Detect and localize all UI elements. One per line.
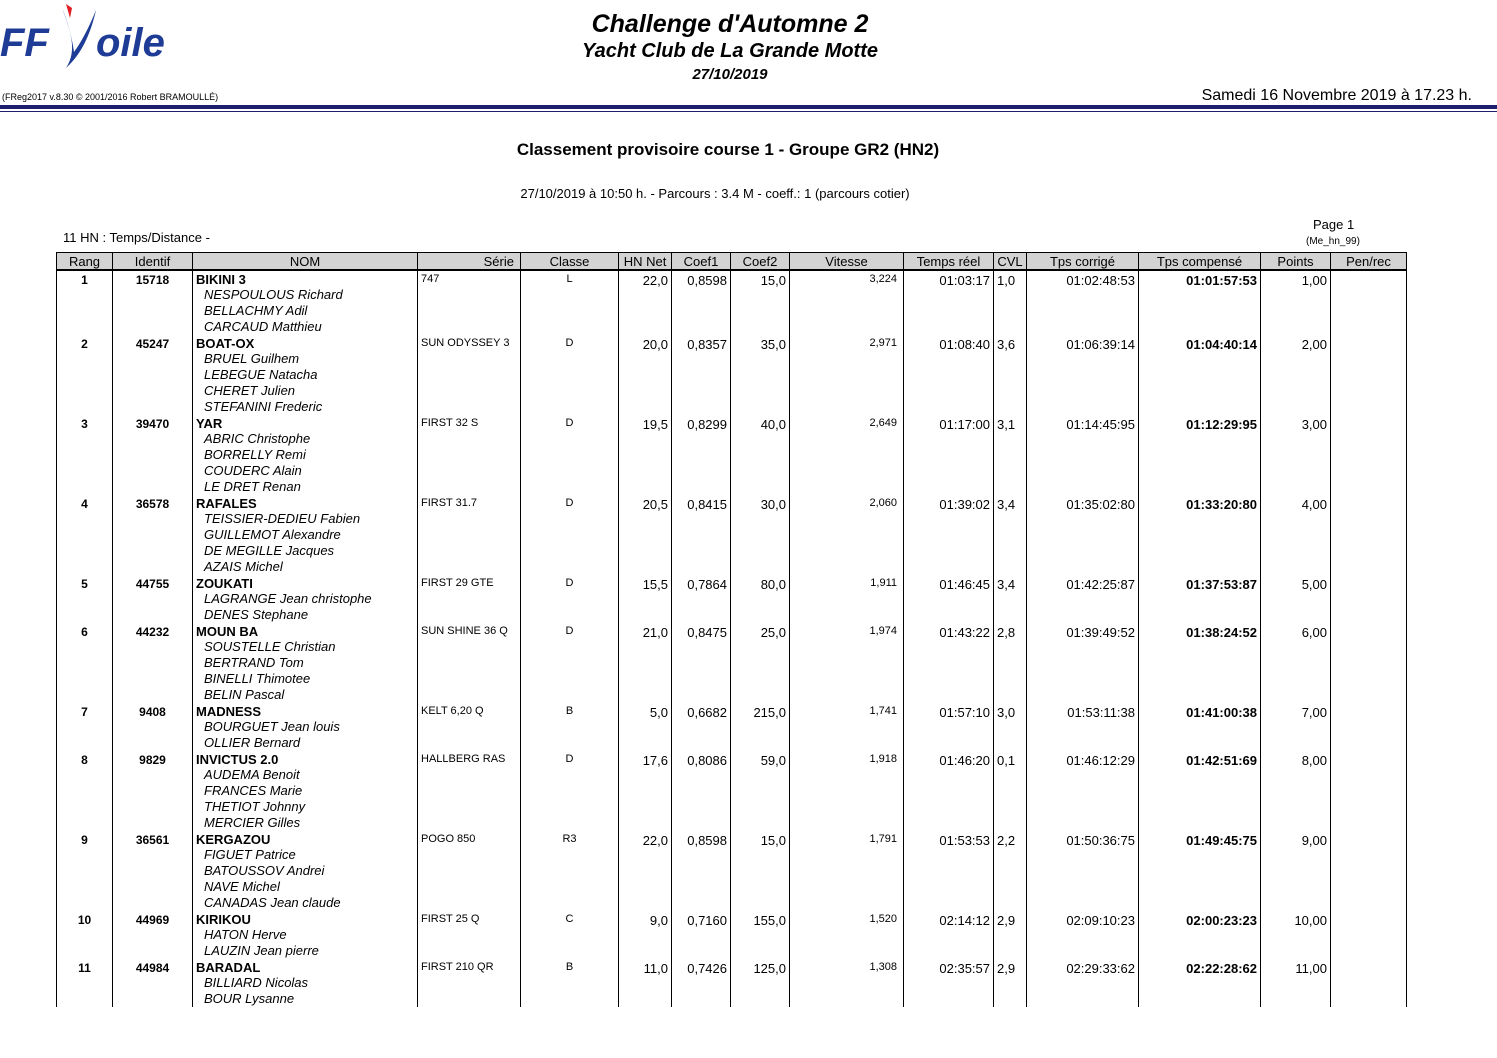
table-row: [57, 335, 1407, 415]
boat-name: RAFALES: [196, 496, 257, 511]
tps-corrige-cell: 01:02:48:53: [1027, 270, 1139, 335]
cvl-cell: 2,9: [994, 959, 1027, 1007]
nom-cell: [193, 911, 418, 959]
table-row: [57, 495, 1407, 575]
serie-cell: KELT 6,20 Q: [418, 703, 521, 751]
club-name: Yacht Club de La Grande Motte: [582, 40, 878, 62]
hn-net-cell: 20,0: [619, 335, 672, 415]
vitesse-cell: 1,520: [790, 911, 904, 959]
crew-member: STEFANINI Frederic: [204, 399, 323, 414]
table-row: [57, 575, 1407, 623]
identif-cell: 36561: [113, 831, 193, 911]
coef1-cell: 0,7864: [672, 575, 731, 623]
coef2-cell: 125,0: [731, 959, 790, 1007]
tps-compense-cell: 01:01:57:53: [1139, 270, 1261, 335]
temps-reel-cell: 01:46:45: [904, 575, 994, 623]
rank-cell: 1: [57, 270, 113, 335]
tps-compense-cell: 01:38:24:52: [1139, 623, 1261, 703]
boat-name: ZOUKATI: [196, 576, 253, 591]
ffvoile-logo: [0, 0, 180, 72]
coef2-cell: 30,0: [731, 495, 790, 575]
crew-member: BOUR Lysanne: [204, 991, 295, 1006]
crew-member: LAUZIN Jean pierre: [204, 943, 319, 958]
crew-member: OLLIER Bernard: [204, 735, 301, 750]
pen-rec-cell: [1331, 335, 1407, 415]
col-cvl: CVL: [994, 253, 1027, 271]
classe-cell: D: [521, 415, 619, 495]
copyright-note: (FReg2017 v.8.30 © 2001/2016 Robert BRAMOULLÉ): [2, 92, 219, 102]
crew-member: BERTRAND Tom: [204, 655, 304, 670]
crew-member: TEISSIER-DEDIEU Fabien: [204, 511, 361, 526]
boat-name: KERGAZOU: [196, 832, 271, 847]
crew-member: COUDERC Alain: [204, 463, 302, 478]
coef1-cell: 0,8475: [672, 623, 731, 703]
coef1-cell: 0,8415: [672, 495, 731, 575]
points-cell: 5,00: [1261, 575, 1331, 623]
classe-cell: C: [521, 911, 619, 959]
cvl-cell: 0,1: [994, 751, 1027, 831]
tps-corrige-cell: 01:39:49:52: [1027, 623, 1139, 703]
table-row: [57, 623, 1407, 703]
tps-corrige-cell: 01:46:12:29: [1027, 751, 1139, 831]
classement-title: Classement provisoire course 1 - Groupe GR2 (HN2): [516, 140, 940, 159]
rank-cell: 3: [57, 415, 113, 495]
classe-cell: L: [521, 270, 619, 335]
cvl-cell: 3,6: [994, 335, 1027, 415]
crew-member: DENES Stephane: [204, 607, 309, 622]
rank-cell: 7: [57, 703, 113, 751]
identif-cell: 44755: [113, 575, 193, 623]
rank-cell: 9: [57, 831, 113, 911]
vitesse-cell: 2,971: [790, 335, 904, 415]
serie-cell: SUN SHINE 36 Q: [418, 623, 521, 703]
col-coef1: Coef1: [672, 253, 731, 271]
temps-reel-cell: 01:03:17: [904, 270, 994, 335]
tps-corrige-cell: 01:53:11:38: [1027, 703, 1139, 751]
serie-cell: FIRST 31.7: [418, 495, 521, 575]
event-date: 27/10/2019: [692, 66, 768, 83]
temps-reel-cell: 01:08:40: [904, 335, 994, 415]
col-tps-compense: Tps compensé: [1139, 253, 1261, 271]
coef2-cell: 35,0: [731, 335, 790, 415]
tps-corrige-cell: 01:50:36:75: [1027, 831, 1139, 911]
tps-corrige-cell: 02:29:33:62: [1027, 959, 1139, 1007]
identif-cell: 44969: [113, 911, 193, 959]
results-table: [56, 252, 1407, 1007]
cvl-cell: 3,4: [994, 575, 1027, 623]
nom-cell: [193, 751, 418, 831]
temps-reel-cell: 02:14:12: [904, 911, 994, 959]
pen-rec-cell: [1331, 831, 1407, 911]
classe-cell: R3: [521, 831, 619, 911]
coef2-cell: 15,0: [731, 831, 790, 911]
crew-member: LE DRET Renan: [204, 479, 301, 494]
nom-cell: [193, 831, 418, 911]
pen-rec-cell: [1331, 703, 1407, 751]
tps-compense-cell: 01:37:53:87: [1139, 575, 1261, 623]
identif-cell: 9829: [113, 751, 193, 831]
table-row: [57, 831, 1407, 911]
header-rule-thick: [0, 105, 1497, 109]
points-cell: 10,00: [1261, 911, 1331, 959]
tps-compense-cell: 01:41:00:38: [1139, 703, 1261, 751]
tps-corrige-cell: 01:42:25:87: [1027, 575, 1139, 623]
hn-net-cell: 20,5: [619, 495, 672, 575]
classe-cell: B: [521, 703, 619, 751]
coef2-cell: 25,0: [731, 623, 790, 703]
crew-member: AZAIS Michel: [204, 559, 283, 574]
crew-member: LEBEGUE Natacha: [204, 367, 318, 382]
identif-cell: 44984: [113, 959, 193, 1007]
table-row: [57, 751, 1407, 831]
points-cell: 1,00: [1261, 270, 1331, 335]
tps-compense-cell: 01:42:51:69: [1139, 751, 1261, 831]
crew-member: BRUEL Guilhem: [204, 351, 300, 366]
crew-member: HATON Herve: [204, 927, 287, 942]
tps-compense-cell: 01:49:45:75: [1139, 831, 1261, 911]
nom-cell: [193, 335, 418, 415]
header-rule-thin: [0, 111, 1497, 112]
cvl-cell: 1,0: [994, 270, 1027, 335]
nom-cell: [193, 959, 418, 1007]
crew-member: DE MEGILLE Jacques: [204, 543, 335, 558]
crew-member: NESPOULOUS Richard: [204, 287, 343, 302]
points-cell: 2,00: [1261, 335, 1331, 415]
cvl-cell: 2,2: [994, 831, 1027, 911]
crew-member: NAVE Michel: [204, 879, 280, 894]
rank-cell: 8: [57, 751, 113, 831]
coef2-cell: 155,0: [731, 911, 790, 959]
coef2-cell: 40,0: [731, 415, 790, 495]
crew-member: THETIOT Johnny: [204, 799, 306, 814]
coef1-cell: 0,8598: [672, 270, 731, 335]
crew-member: BATOUSSOV Andrei: [204, 863, 325, 878]
coef1-cell: 0,7426: [672, 959, 731, 1007]
tps-corrige-cell: 01:14:45:95: [1027, 415, 1139, 495]
col-nom: NOM: [193, 253, 418, 271]
rank-cell: 10: [57, 911, 113, 959]
boat-name: BARADAL: [196, 960, 261, 975]
tps-compense-cell: 02:22:28:62: [1139, 959, 1261, 1007]
points-cell: 7,00: [1261, 703, 1331, 751]
cvl-cell: 3,1: [994, 415, 1027, 495]
col-hn-net: HN Net: [619, 253, 672, 271]
vitesse-cell: 1,308: [790, 959, 904, 1007]
crew-member: AUDEMA Benoit: [204, 767, 300, 782]
hn-net-cell: 22,0: [619, 831, 672, 911]
vitesse-cell: 2,060: [790, 495, 904, 575]
table-row: [57, 911, 1407, 959]
crew-member: BINELLI Thimotee: [204, 671, 311, 686]
points-cell: 11,00: [1261, 959, 1331, 1007]
identif-cell: 36578: [113, 495, 193, 575]
hn-net-cell: 5,0: [619, 703, 672, 751]
tps-corrige-cell: 01:06:39:14: [1027, 335, 1139, 415]
boat-name: YAR: [196, 416, 223, 431]
classe-cell: D: [521, 623, 619, 703]
pen-rec-cell: [1331, 415, 1407, 495]
svg-text:oile: oile: [96, 21, 165, 65]
coef2-cell: 15,0: [731, 270, 790, 335]
boat-name: KIRIKOU: [196, 912, 251, 927]
col-temps-reel: Temps réel: [904, 253, 994, 271]
print-datetime: Samedi 16 Novembre 2019 à 17.23 h.: [1201, 87, 1472, 104]
crew-member: CHERET Julien: [204, 383, 296, 398]
hn-net-cell: 15,5: [619, 575, 672, 623]
col-identif: Identif: [113, 253, 193, 271]
rank-cell: 11: [57, 959, 113, 1007]
temps-reel-cell: 01:39:02: [904, 495, 994, 575]
cvl-cell: 2,8: [994, 623, 1027, 703]
page-ref: (Me_hn_99): [1306, 236, 1360, 247]
col-pen-rec: Pen/rec: [1331, 253, 1407, 271]
coef1-cell: 0,8357: [672, 335, 731, 415]
boat-name: MADNESS: [196, 704, 262, 719]
hn-net-cell: 11,0: [619, 959, 672, 1007]
col-coef2: Coef2: [731, 253, 790, 271]
rank-cell: 2: [57, 335, 113, 415]
crew-member: BOURGUET Jean louis: [204, 719, 340, 734]
points-cell: 3,00: [1261, 415, 1331, 495]
tps-compense-cell: 01:04:40:14: [1139, 335, 1261, 415]
points-cell: 8,00: [1261, 751, 1331, 831]
rank-cell: 4: [57, 495, 113, 575]
points-cell: 4,00: [1261, 495, 1331, 575]
hn-net-cell: 22,0: [619, 270, 672, 335]
serie-cell: FIRST 210 QR: [418, 959, 521, 1007]
boat-name: BIKINI 3: [196, 272, 246, 287]
table-row: [57, 703, 1407, 751]
crew-member: FIGUET Patrice: [204, 847, 296, 862]
coef2-cell: 80,0: [731, 575, 790, 623]
pen-rec-cell: [1331, 575, 1407, 623]
pen-rec-cell: [1331, 270, 1407, 335]
hn-info: 11 HN : Temps/Distance -: [63, 230, 210, 245]
pen-rec-cell: [1331, 959, 1407, 1007]
temps-reel-cell: 01:53:53: [904, 831, 994, 911]
temps-reel-cell: 01:43:22: [904, 623, 994, 703]
col-vitesse: Vitesse: [790, 253, 904, 271]
crew-member: BELLACHMY Adil: [204, 303, 308, 318]
rank-cell: 5: [57, 575, 113, 623]
coef1-cell: 0,8598: [672, 831, 731, 911]
hn-net-cell: 9,0: [619, 911, 672, 959]
identif-cell: 45247: [113, 335, 193, 415]
coef1-cell: 0,8086: [672, 751, 731, 831]
vitesse-cell: 1,911: [790, 575, 904, 623]
temps-reel-cell: 01:46:20: [904, 751, 994, 831]
temps-reel-cell: 01:17:00: [904, 415, 994, 495]
tps-compense-cell: 02:00:23:23: [1139, 911, 1261, 959]
cvl-cell: 3,4: [994, 495, 1027, 575]
identif-cell: 44232: [113, 623, 193, 703]
col-classe: Classe: [521, 253, 619, 271]
nom-cell: [193, 270, 418, 335]
table-row: [57, 959, 1407, 1007]
vitesse-cell: 1,974: [790, 623, 904, 703]
pen-rec-cell: [1331, 751, 1407, 831]
col-points: Points: [1261, 253, 1331, 271]
classe-cell: D: [521, 575, 619, 623]
page-number: Page 1: [1313, 217, 1355, 232]
tps-corrige-cell: 01:35:02:80: [1027, 495, 1139, 575]
coef1-cell: 0,7160: [672, 911, 731, 959]
nom-cell: [193, 495, 418, 575]
temps-reel-cell: 02:35:57: [904, 959, 994, 1007]
serie-cell: POGO 850: [418, 831, 521, 911]
nom-cell: [193, 623, 418, 703]
svg-text:FF: FF: [0, 21, 49, 65]
cvl-cell: 3,0: [994, 703, 1027, 751]
coef2-cell: 59,0: [731, 751, 790, 831]
boat-name: INVICTUS 2.0: [196, 752, 279, 767]
points-cell: 9,00: [1261, 831, 1331, 911]
crew-member: GUILLEMOT Alexandre: [204, 527, 341, 542]
serie-cell: FIRST 32 S: [418, 415, 521, 495]
crew-member: CANADAS Jean claude: [204, 895, 341, 910]
points-cell: 6,00: [1261, 623, 1331, 703]
coef1-cell: 0,8299: [672, 415, 731, 495]
crew-member: MERCIER Gilles: [204, 815, 301, 830]
pen-rec-cell: [1331, 911, 1407, 959]
hn-net-cell: 17,6: [619, 751, 672, 831]
crew-member: CARCAUD Matthieu: [204, 319, 322, 334]
page-title: Challenge d'Automne 2: [591, 10, 869, 38]
serie-cell: FIRST 25 Q: [418, 911, 521, 959]
classe-cell: D: [521, 335, 619, 415]
boat-name: MOUN BA: [196, 624, 259, 639]
crew-member: LAGRANGE Jean christophe: [204, 591, 372, 606]
table-row: [57, 270, 1407, 335]
nom-cell: [193, 415, 418, 495]
race-info: 27/10/2019 à 10:50 h. - Parcours : 3.4 M - coeff.: 1 (parcours cotier): [520, 186, 910, 201]
classe-cell: D: [521, 495, 619, 575]
col-serie: Série: [418, 253, 521, 271]
serie-cell: HALLBERG RAS: [418, 751, 521, 831]
serie-cell: SUN ODYSSEY 3: [418, 335, 521, 415]
pen-rec-cell: [1331, 495, 1407, 575]
vitesse-cell: 1,741: [790, 703, 904, 751]
crew-member: BILLIARD Nicolas: [204, 975, 309, 990]
hn-net-cell: 19,5: [619, 415, 672, 495]
col-rang: Rang: [57, 253, 113, 271]
crew-member: FRANCES Marie: [204, 783, 303, 798]
vitesse-cell: 2,649: [790, 415, 904, 495]
tps-compense-cell: 01:12:29:95: [1139, 415, 1261, 495]
identif-cell: 9408: [113, 703, 193, 751]
serie-cell: 747: [418, 270, 521, 335]
classe-cell: B: [521, 959, 619, 1007]
vitesse-cell: 1,791: [790, 831, 904, 911]
tps-corrige-cell: 02:09:10:23: [1027, 911, 1139, 959]
tps-compense-cell: 01:33:20:80: [1139, 495, 1261, 575]
serie-cell: FIRST 29 GTE: [418, 575, 521, 623]
crew-member: BORRELLY Remi: [204, 447, 306, 462]
table-header-row: [57, 253, 1407, 271]
crew-member: BELIN Pascal: [204, 687, 285, 702]
temps-reel-cell: 01:57:10: [904, 703, 994, 751]
vitesse-cell: 1,918: [790, 751, 904, 831]
vitesse-cell: 3,224: [790, 270, 904, 335]
nom-cell: [193, 703, 418, 751]
classe-cell: D: [521, 751, 619, 831]
table-row: [57, 415, 1407, 495]
col-tps-corrige: Tps corrigé: [1027, 253, 1139, 271]
coef1-cell: 0,6682: [672, 703, 731, 751]
crew-member: SOUSTELLE Christian: [204, 639, 336, 654]
pen-rec-cell: [1331, 623, 1407, 703]
identif-cell: 39470: [113, 415, 193, 495]
nom-cell: [193, 575, 418, 623]
identif-cell: 15718: [113, 270, 193, 335]
crew-member: ABRIC Christophe: [204, 431, 311, 446]
hn-net-cell: 21,0: [619, 623, 672, 703]
rank-cell: 6: [57, 623, 113, 703]
coef2-cell: 215,0: [731, 703, 790, 751]
cvl-cell: 2,9: [994, 911, 1027, 959]
boat-name: BOAT-OX: [196, 336, 255, 351]
